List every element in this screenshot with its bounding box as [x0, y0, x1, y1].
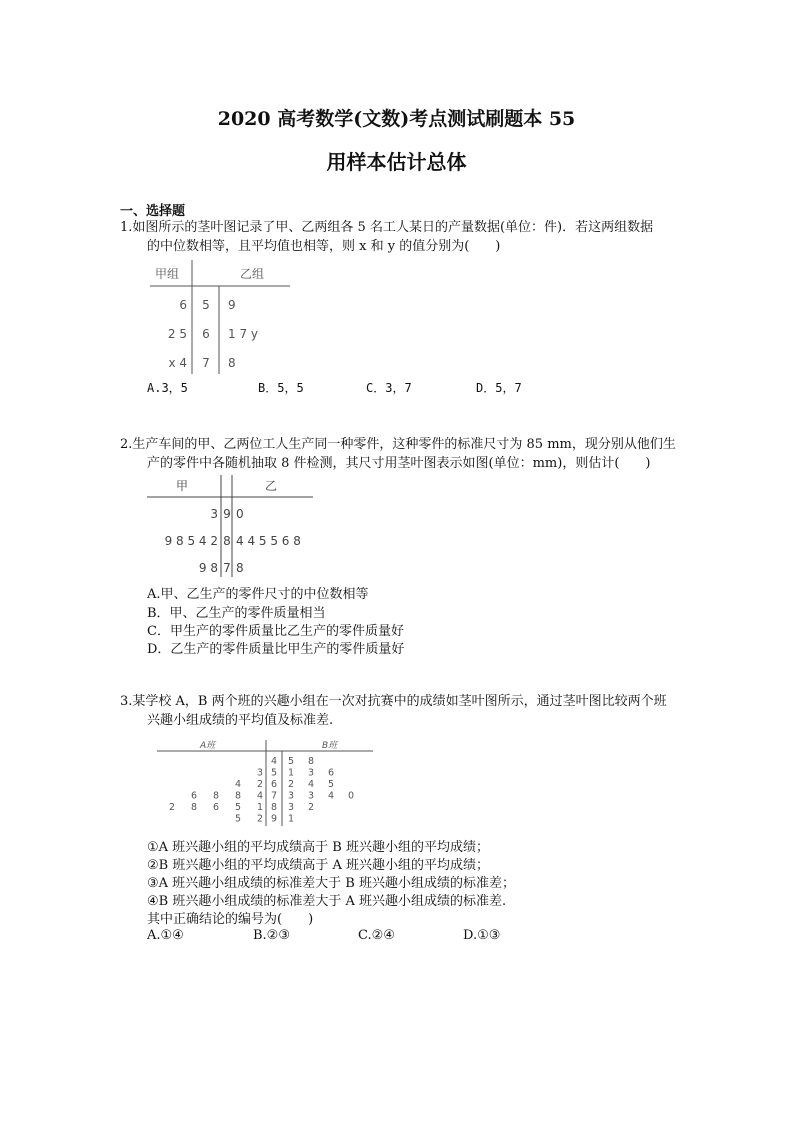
q2-row-stem: 9 — [223, 507, 231, 521]
q3-leaf-right: 5 — [327, 779, 335, 790]
q3-row-stem: 8 — [270, 802, 278, 813]
q3-leaf-right: 3 — [287, 790, 295, 802]
q1-row-stem: 5 — [202, 298, 210, 312]
q3-leaf-left: 4 — [234, 779, 242, 790]
q3-option-c[interactable]: C.②④ — [358, 928, 395, 943]
q3-row-stem: 9 — [270, 813, 278, 825]
q1-row-leaves-right: 1 7 y — [228, 327, 258, 341]
q3-leaf-right: 5 — [287, 756, 295, 767]
page-title: 2020 高考数学(文数)考点测试刷题本 55 — [217, 108, 576, 130]
q3-leaf-right: 3 — [307, 767, 315, 779]
q3-leaf-left: 5 — [234, 802, 242, 813]
q3-row-stem: 7 — [270, 790, 278, 802]
q3-row-stem: 5 — [270, 767, 278, 779]
q1-row-stem: 7 — [202, 356, 210, 370]
q3-row-stem: 4 — [270, 756, 278, 767]
q1-option-a[interactable]: A.3，5 — [147, 381, 188, 395]
q2-row-leaves-right: 4 4 5 5 6 8 — [236, 534, 301, 548]
q3-prompt: 其中正确结论的编号为( ) — [147, 912, 314, 927]
q1-option-b[interactable]: B．5，5 — [258, 381, 304, 395]
q3-leaf-left: 2 — [256, 779, 264, 790]
q3-leaf-right: 4 — [327, 790, 335, 802]
q1-row-leaves-left: 6 — [179, 298, 187, 312]
q2-left-header: 甲 — [176, 479, 189, 493]
q1-row-stem: 6 — [202, 327, 210, 341]
q2-row-stem: 8 — [223, 534, 231, 548]
q3-leaf-right: 8 — [307, 756, 315, 767]
q2-option-b[interactable]: B．甲、乙生产的零件质量相当 — [147, 606, 326, 621]
q3-leaf-right: 1 — [287, 767, 295, 779]
q1-option-c[interactable]: C．3，7 — [366, 381, 412, 395]
question-3-text-line2: 兴趣小组成绩的平均值及标准差. — [147, 713, 334, 728]
q2-row-leaves-right: 8 — [236, 561, 244, 575]
q3-statement-4: ④B 班兴趣小组成绩的标准差大于 A 班兴趣小组成绩的标准差. — [147, 894, 507, 909]
q3-leaf-left: 8 — [190, 802, 198, 813]
q1-row-leaves-right: 8 — [228, 356, 236, 370]
q1-row-leaves-left: 2 5 — [167, 327, 187, 341]
section-heading: 一、选择题 — [120, 204, 186, 219]
q3-leaf-right: 3 — [307, 790, 315, 802]
q3-leaf-left: 2 — [256, 813, 264, 825]
q3-left-header: A班 — [200, 741, 216, 751]
q3-leaf-left: 6 — [190, 790, 198, 802]
q1-row-leaves-right: 9 — [228, 298, 236, 312]
q3-row-stem: 6 — [270, 779, 278, 790]
q3-option-a[interactable]: A.①④ — [147, 928, 184, 943]
q1-right-header: 乙组 — [240, 267, 265, 281]
stem-leaf-plot-3 — [155, 738, 380, 828]
question-2-text-line2: 产的零件中各随机抽取 8 件检测，其尺寸用茎叶图表示如图(单位：mm)，则估计( ) — [147, 456, 651, 471]
q3-leaf-left: 5 — [234, 813, 242, 825]
q3-leaf-left: 6 — [212, 802, 220, 813]
q3-leaf-left: 8 — [234, 790, 242, 802]
q2-row-leaves-left: 9 8 5 4 2 — [164, 534, 218, 548]
question-1-text-line1: 1.如图所示的茎叶图记录了甲、乙两组各 5 名工人某日的产量数据(单位：件)．若这两组数据 — [120, 220, 654, 235]
question-1-text-line2: 的中位数相等，且平均值也相等，则 x 和 y 的值分别为( ) — [147, 239, 501, 254]
q3-leaf-right: 4 — [307, 779, 315, 790]
q2-row-stem: 7 — [223, 561, 231, 575]
q3-option-b[interactable]: B.②③ — [253, 928, 290, 943]
q2-row-leaves-left: 9 8 — [198, 561, 218, 575]
q3-leaf-left: 3 — [256, 767, 264, 779]
q3-leaf-right: 0 — [347, 790, 355, 802]
q3-leaf-right: 3 — [287, 802, 295, 813]
q3-leaf-right: 6 — [327, 767, 335, 779]
stem-leaf-plot-2 — [145, 473, 320, 578]
q2-option-a[interactable]: A.甲、乙生产的零件尺寸的中位数相等 — [147, 587, 369, 602]
q3-leaf-left: 1 — [256, 802, 264, 813]
q3-leaf-left: 2 — [168, 802, 176, 813]
q3-right-header: B班 — [322, 741, 338, 751]
q3-leaf-right: 2 — [287, 779, 295, 790]
q3-statement-1: ①A 班兴趣小组的平均成绩高于 B 班兴趣小组的平均成绩； — [147, 840, 489, 855]
q2-row-leaves-left: 3 — [210, 507, 218, 521]
q3-leaf-right: 1 — [287, 813, 295, 825]
stem-leaf-plot-1 — [145, 258, 295, 376]
page-subtitle: 用样本估计总体 — [326, 150, 467, 174]
q1-row-leaves-left: x 4 — [168, 356, 187, 370]
q2-option-d[interactable]: D．乙生产的零件质量比甲生产的零件质量好 — [147, 642, 405, 657]
q3-statement-3: ③A 班兴趣小组成绩的标准差大于 B 班兴趣小组成绩的标准差； — [147, 876, 515, 891]
q1-left-header: 甲组 — [155, 267, 180, 281]
q3-statement-2: ②B 班兴趣小组的平均成绩高于 A 班兴趣小组的平均成绩； — [147, 858, 489, 873]
q2-right-header: 乙 — [265, 479, 278, 493]
q3-leaf-right: 2 — [307, 802, 315, 813]
q3-option-d[interactable]: D.①③ — [463, 928, 501, 943]
question-2-text-line1: 2.生产车间的甲、乙两位工人生产同一种零件，这种零件的标准尺寸为 85 mm，现分别从他们生 — [120, 437, 676, 452]
q2-row-leaves-right: 0 — [236, 507, 244, 521]
q1-option-d[interactable]: D．5，7 — [476, 381, 522, 395]
q3-leaf-left: 4 — [256, 790, 264, 802]
q3-leaf-left: 8 — [212, 790, 220, 802]
question-3-text-line1: 3.某学校 A，B 两个班的兴趣小组在一次对抗赛中的成绩如茎叶图所示，通过茎叶图比较两个班 — [120, 694, 667, 709]
q2-option-c[interactable]: C．甲生产的零件质量比乙生产的零件质量好 — [147, 624, 404, 639]
